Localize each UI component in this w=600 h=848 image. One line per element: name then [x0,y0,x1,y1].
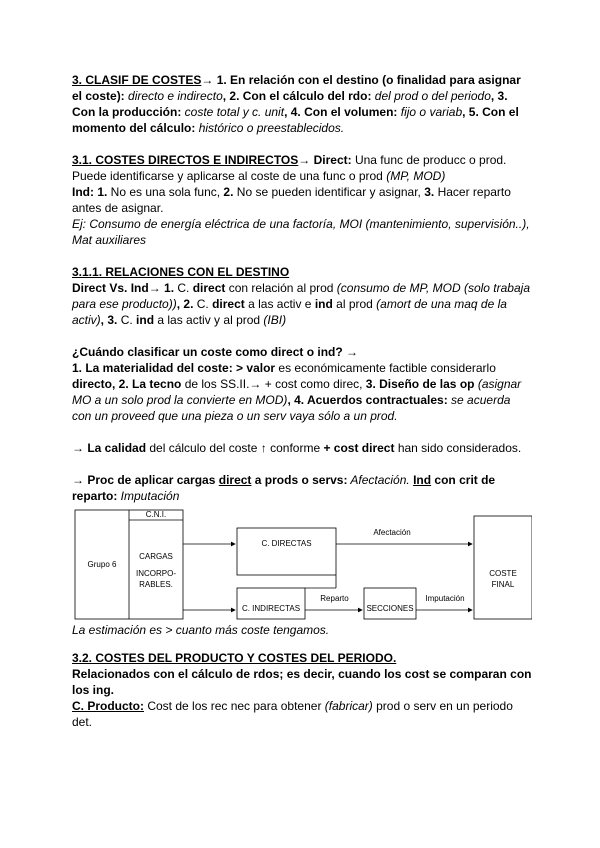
proc-direct: direct [218,473,252,487]
proc-reparto: con crit de reparto: [72,473,496,503]
direct-word: direct [192,281,226,295]
producto-paragraph [72,698,532,730]
criterion-3-text: (asignar MO a un solo prod la convierte en MOD) [72,377,522,407]
ind-label: Ind: 1. [72,185,108,199]
text-1: C. [174,281,193,295]
criterion-1: 1. La materialidad del coste: > valor [72,361,276,375]
section-3-2-title-line [72,650,532,666]
italic-1: (consumo de MP, MOD (solo trabaja para ese producto)) [72,281,530,311]
criterion-3: 3. Diseño de las op [365,377,475,391]
proc-imputacion: Imputación [117,489,180,503]
estimation-line: La estimación es > cuanto más coste tengamos. [72,623,330,637]
s3-item-1-value: directo e indirecto [124,89,223,103]
final-label: FINAL [491,580,515,589]
document-page [72,72,532,730]
section-3-paragraph [72,72,532,136]
section-3-2-sub [72,666,532,698]
quality-text-2: han sido considerados. [394,441,522,455]
producto-text-1: Cost de los rec nec para obtener [144,699,325,713]
quality-lead: → La calidad [72,441,147,455]
italic-3: (IBI) [263,313,287,327]
producto-text-2: prod o serv en un periodo det. [72,699,513,729]
cni-label: C.N.I. [145,510,167,519]
section-3-2-title: 3.2. COSTES DEL PRODUCTO Y COSTES DEL PERIODO. [72,651,397,665]
incorpo-label: INCORPO- [136,569,176,578]
grupo-label: Grupo 6 [87,560,117,569]
secciones-label: SECCIONES [366,604,414,613]
producto-lead: C. Producto: [72,699,144,713]
criterion-2-text: de los SS.II.→ + cost como direc, [181,377,366,391]
section-3-1-1-title-line [72,264,532,280]
criterion-2: , 2. La tecno [112,377,182,391]
s3-item-1: 1. En relación con el destino (o finalidad para asignar el coste): [72,73,521,103]
ind-text-2: No se pueden identificar y asignar, [233,185,425,199]
s3-item-3: , 3. Con la producción: [72,89,508,119]
section-3-1-title: 3.1. COSTES DIRECTOS E INDIRECTOS [72,153,299,167]
coste-final-box [474,516,532,619]
num-3: , 3. [100,313,118,327]
question-text: ¿Cuándo clasificar un coste como direct o ind? → [72,345,359,359]
direct-vs-ind-lead: Direct Vs. Ind [72,281,149,295]
directo-word: directo [72,377,113,391]
text-2: C. [193,297,213,311]
text-1b: con relación al prod [225,281,337,295]
arrow: → [298,153,311,167]
when-question [72,344,532,360]
quality-bold: + cost direct [323,441,395,455]
directas-box [237,528,336,575]
s3-item-2: , 2. Con el cálculo del rdo: [222,89,372,103]
s3-item-2-value: del prod o del periodo [371,89,491,103]
quality-text-1: del cálculo del coste ↑ conforme [146,441,324,455]
directas-label: C. DIRECTAS [261,539,312,548]
arrow: → [201,73,214,87]
proc-mid: a prods o servs: [251,473,348,487]
imputacion-label: Imputación [425,594,465,603]
direct-word-2: direct [212,297,245,311]
ind-paragraph [72,184,532,216]
cargas-label: CARGAS [139,552,173,561]
text-3b: a las activ y al prod [154,313,264,327]
text-2b: a las activ e [244,297,315,311]
direct-example: (MP, MOD) [386,169,446,183]
criterion-4: , 4. Acuerdos contractuales: [287,393,448,407]
rables-label: RABLES. [139,580,173,589]
example-paragraph: Ej: Consumo de energía eléctrica de una factoría, MOI (mantenimiento, supervisión..), Mat auxiliares [72,217,530,247]
producto-italic: (fabricar) [324,699,373,713]
s3-item-5: , 5. Con el momento del cálculo: [72,105,519,135]
section-3-1-1-title: 3.1.1. RELACIONES CON EL DESTINO [72,265,290,279]
section-3-1-paragraph [72,152,532,184]
ind-word: ind [314,297,333,311]
section-3-1-1-paragraph [72,280,532,328]
ind-text-1: No es una sola func, [107,185,224,199]
proc-paragraph [72,472,532,504]
s3-item-3-value: coste total y c. unit [181,105,285,119]
proc-afectacion: Afectación. [347,473,410,487]
s3-item-4: , 4. Con el volumen: [284,105,398,119]
criterion-4-text: se acuerda con un proveed que una pieza o un serv vaya sólo a un prod. [72,393,511,423]
direct-label: Direct: [310,153,352,167]
num-1: 1. [160,281,175,295]
criterion-1-text: es económicamente factible considerarlo [275,361,496,375]
ind-text-3: Hacer reparto antes de asignar. [72,185,511,215]
direct-text: Una func de producc o prod. Puede identificarse y aplicarse al coste de una func o prod [72,153,507,183]
section-3-title: 3. CLASIF DE COSTES [72,73,202,87]
ind-num-3: 3. [424,185,435,199]
when-paragraph [72,360,532,424]
afectacion-label: Afectación [373,528,411,537]
reparto-label: Reparto [320,594,349,603]
num-2: , 2. [176,297,194,311]
italic-2: (amort de una maq de la activ) [72,297,507,327]
ind-word-2: ind [136,313,155,327]
indirectas-label: C. INDIRECTAS [241,604,301,613]
text-3: C. [117,313,137,327]
ind-num-2: 2. [223,185,234,199]
proc-lead: → Proc de aplicar cargas [72,473,219,487]
s3-item-5-value: histórico o preestablecidos. [195,121,345,135]
s3-item-4-value: fijo o variab [397,105,463,119]
coste-label: COSTE [489,569,517,578]
text-2c: al prod [332,297,377,311]
s32-sub-text: Relacionados con el cálculo de rdos; es decir, cuando los cost se comparan con los ing. [72,667,532,697]
arrow: → [148,281,161,295]
cost-flow-diagram [72,506,532,620]
proc-ind: Ind [413,473,432,487]
quality-paragraph [72,440,532,456]
